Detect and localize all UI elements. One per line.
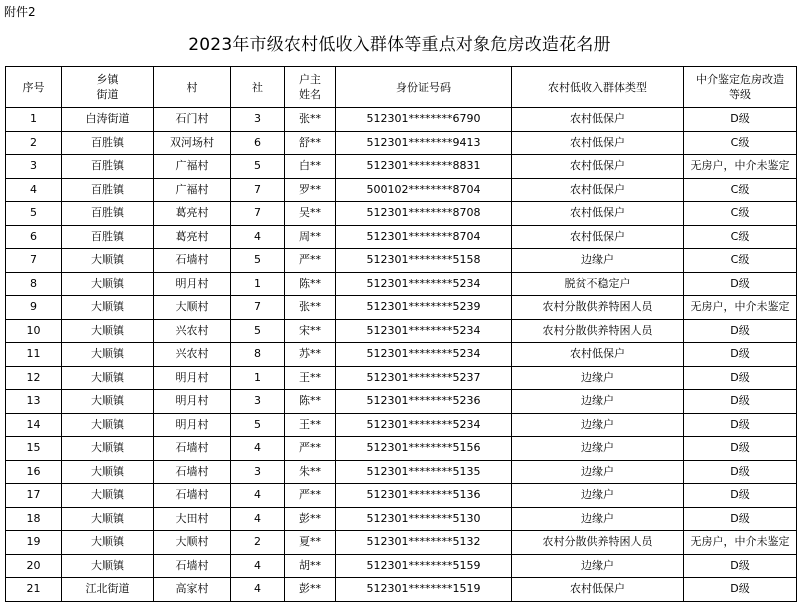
cell-she: 2	[231, 531, 285, 555]
table-row	[6, 437, 797, 461]
cell-she: 5	[231, 319, 285, 343]
cell-she: 4	[231, 554, 285, 578]
cell-type: 农村低保户	[512, 343, 684, 367]
cell-grade: D级	[684, 413, 797, 437]
table-row	[6, 484, 797, 508]
cell-town: 百胜镇	[62, 202, 154, 226]
cell-grade: C级	[684, 131, 797, 155]
cell-she: 3	[231, 460, 285, 484]
cell-village: 石墙村	[154, 437, 231, 461]
header-head	[285, 67, 336, 108]
cell-grade: D级	[684, 437, 797, 461]
table-row	[6, 108, 797, 132]
cell-she: 4	[231, 578, 285, 602]
cell-town: 江北街道	[62, 578, 154, 602]
header-town-line2: 街道	[96, 88, 119, 101]
cell-she: 1	[231, 366, 285, 390]
cell-id: 512301********8708	[336, 202, 512, 226]
cell-she: 4	[231, 225, 285, 249]
cell-seq: 6	[6, 225, 62, 249]
cell-seq: 7	[6, 249, 62, 273]
cell-she: 7	[231, 178, 285, 202]
cell-type: 边缘户	[512, 554, 684, 578]
cell-type: 农村分散供养特困人员	[512, 319, 684, 343]
cell-she: 3	[231, 390, 285, 414]
cell-id: 512301********5234	[336, 343, 512, 367]
cell-she: 4	[231, 437, 285, 461]
table-row	[6, 272, 797, 296]
cell-seq: 15	[6, 437, 62, 461]
roster-table	[5, 66, 797, 602]
header-town-line1: 乡镇	[96, 73, 119, 86]
header-head-line1: 户主	[299, 73, 321, 86]
cell-id: 512301********1519	[336, 578, 512, 602]
cell-grade: D级	[684, 272, 797, 296]
cell-id: 512301********8831	[336, 155, 512, 179]
header-town	[62, 67, 154, 108]
cell-village: 兴农村	[154, 319, 231, 343]
cell-village: 明月村	[154, 272, 231, 296]
cell-village: 葛亮村	[154, 225, 231, 249]
cell-village: 大顺村	[154, 531, 231, 555]
cell-grade: D级	[684, 578, 797, 602]
cell-she: 6	[231, 131, 285, 155]
cell-village: 兴农村	[154, 343, 231, 367]
table-row	[6, 296, 797, 320]
cell-seq: 21	[6, 578, 62, 602]
cell-seq: 2	[6, 131, 62, 155]
cell-grade: C级	[684, 178, 797, 202]
cell-village: 石门村	[154, 108, 231, 132]
cell-seq: 12	[6, 366, 62, 390]
cell-village: 大顺村	[154, 296, 231, 320]
cell-head: 朱**	[285, 460, 336, 484]
cell-head: 舒**	[285, 131, 336, 155]
table-row	[6, 343, 797, 367]
cell-seq: 5	[6, 202, 62, 226]
cell-seq: 13	[6, 390, 62, 414]
cell-grade: 无房户，中介未鉴定	[684, 296, 797, 320]
cell-she: 5	[231, 413, 285, 437]
document-title: 2023年市级农村低收入群体等重点对象危房改造花名册	[188, 35, 611, 55]
cell-head: 周**	[285, 225, 336, 249]
cell-she: 5	[231, 249, 285, 273]
cell-village: 明月村	[154, 413, 231, 437]
cell-town: 大顺镇	[62, 272, 154, 296]
table-row	[6, 178, 797, 202]
cell-type: 农村低保户	[512, 108, 684, 132]
table-row	[6, 202, 797, 226]
cell-village: 高家村	[154, 578, 231, 602]
cell-village: 广福村	[154, 178, 231, 202]
cell-village: 葛亮村	[154, 202, 231, 226]
table-row	[6, 507, 797, 531]
cell-grade: D级	[684, 390, 797, 414]
cell-type: 农村低保户	[512, 225, 684, 249]
cell-type: 边缘户	[512, 507, 684, 531]
cell-she: 8	[231, 343, 285, 367]
cell-id: 512301********9413	[336, 131, 512, 155]
cell-village: 明月村	[154, 366, 231, 390]
cell-head: 王**	[285, 366, 336, 390]
cell-head: 彭**	[285, 578, 336, 602]
cell-type: 边缘户	[512, 366, 684, 390]
cell-grade: D级	[684, 343, 797, 367]
table-row	[6, 155, 797, 179]
cell-village: 明月村	[154, 390, 231, 414]
cell-id: 512301********6790	[336, 108, 512, 132]
cell-town: 百胜镇	[62, 131, 154, 155]
cell-id: 512301********5132	[336, 531, 512, 555]
cell-grade: C级	[684, 249, 797, 273]
cell-she: 1	[231, 272, 285, 296]
cell-head: 苏**	[285, 343, 336, 367]
cell-id: 500102********8704	[336, 178, 512, 202]
cell-she: 4	[231, 507, 285, 531]
cell-town: 大顺镇	[62, 249, 154, 273]
header-grade	[684, 67, 797, 108]
header-she: 社	[231, 67, 285, 108]
cell-town: 大顺镇	[62, 390, 154, 414]
cell-head: 严**	[285, 437, 336, 461]
cell-she: 7	[231, 202, 285, 226]
cell-seq: 10	[6, 319, 62, 343]
cell-type: 脱贫不稳定户	[512, 272, 684, 296]
attachment-label: 附件2	[4, 5, 36, 19]
cell-id: 512301********8704	[336, 225, 512, 249]
cell-type: 农村分散供养特困人员	[512, 531, 684, 555]
table-row	[6, 554, 797, 578]
cell-town: 大顺镇	[62, 460, 154, 484]
cell-town: 大顺镇	[62, 437, 154, 461]
cell-grade: D级	[684, 554, 797, 578]
cell-village: 石墙村	[154, 249, 231, 273]
cell-type: 农村低保户	[512, 578, 684, 602]
table-row	[6, 131, 797, 155]
table-row	[6, 225, 797, 249]
cell-id: 512301********5156	[336, 437, 512, 461]
cell-town: 大顺镇	[62, 319, 154, 343]
cell-head: 夏**	[285, 531, 336, 555]
cell-seq: 20	[6, 554, 62, 578]
cell-town: 百胜镇	[62, 155, 154, 179]
cell-village: 石墙村	[154, 460, 231, 484]
table-row	[6, 460, 797, 484]
cell-grade: C级	[684, 202, 797, 226]
cell-seq: 4	[6, 178, 62, 202]
cell-seq: 8	[6, 272, 62, 296]
cell-town: 百胜镇	[62, 225, 154, 249]
cell-town: 大顺镇	[62, 366, 154, 390]
cell-type: 农村低保户	[512, 202, 684, 226]
cell-head: 吴**	[285, 202, 336, 226]
cell-type: 农村低保户	[512, 131, 684, 155]
cell-seq: 3	[6, 155, 62, 179]
cell-type: 边缘户	[512, 460, 684, 484]
cell-grade: D级	[684, 507, 797, 531]
cell-village: 双河场村	[154, 131, 231, 155]
cell-town: 大顺镇	[62, 343, 154, 367]
cell-grade: 无房户，中介未鉴定	[684, 531, 797, 555]
cell-head: 胡**	[285, 554, 336, 578]
cell-type: 边缘户	[512, 249, 684, 273]
cell-head: 张**	[285, 296, 336, 320]
cell-head: 罗**	[285, 178, 336, 202]
cell-id: 512301********5158	[336, 249, 512, 273]
cell-id: 512301********5234	[336, 272, 512, 296]
cell-she: 7	[231, 296, 285, 320]
cell-seq: 19	[6, 531, 62, 555]
table-row	[6, 413, 797, 437]
cell-grade: D级	[684, 108, 797, 132]
cell-id: 512301********5234	[336, 413, 512, 437]
cell-head: 陈**	[285, 272, 336, 296]
cell-type: 边缘户	[512, 484, 684, 508]
cell-seq: 1	[6, 108, 62, 132]
cell-she: 4	[231, 484, 285, 508]
cell-village: 广福村	[154, 155, 231, 179]
cell-id: 512301********5136	[336, 484, 512, 508]
cell-id: 512301********5237	[336, 366, 512, 390]
cell-town: 大顺镇	[62, 507, 154, 531]
cell-head: 严**	[285, 484, 336, 508]
cell-id: 512301********5236	[336, 390, 512, 414]
cell-head: 王**	[285, 413, 336, 437]
table-row	[6, 578, 797, 602]
cell-grade: D级	[684, 460, 797, 484]
table-row	[6, 319, 797, 343]
cell-head: 彭**	[285, 507, 336, 531]
cell-head: 陈**	[285, 390, 336, 414]
cell-she: 5	[231, 155, 285, 179]
cell-she: 3	[231, 108, 285, 132]
cell-village: 大田村	[154, 507, 231, 531]
cell-town: 大顺镇	[62, 413, 154, 437]
table-row	[6, 531, 797, 555]
cell-type: 边缘户	[512, 437, 684, 461]
header-grade-line1: 中介鉴定危房改造	[696, 73, 784, 86]
cell-type: 农村低保户	[512, 178, 684, 202]
cell-village: 石墙村	[154, 554, 231, 578]
table-row	[6, 390, 797, 414]
cell-town: 百胜镇	[62, 178, 154, 202]
cell-head: 宋**	[285, 319, 336, 343]
table-row	[6, 366, 797, 390]
cell-town: 大顺镇	[62, 296, 154, 320]
table-row	[6, 249, 797, 273]
cell-grade: D级	[684, 366, 797, 390]
cell-grade: D级	[684, 484, 797, 508]
header-village: 村	[154, 67, 231, 108]
cell-id: 512301********5135	[336, 460, 512, 484]
header-id: 身份证号码	[336, 67, 512, 108]
cell-town: 大顺镇	[62, 531, 154, 555]
table-header-row	[6, 67, 797, 108]
cell-town: 白涛街道	[62, 108, 154, 132]
header-seq: 序号	[6, 67, 62, 108]
cell-head: 严**	[285, 249, 336, 273]
cell-type: 农村分散供养特困人员	[512, 296, 684, 320]
cell-id: 512301********5239	[336, 296, 512, 320]
cell-grade: 无房户，中介未鉴定	[684, 155, 797, 179]
cell-town: 大顺镇	[62, 484, 154, 508]
cell-seq: 17	[6, 484, 62, 508]
cell-head: 张**	[285, 108, 336, 132]
cell-seq: 18	[6, 507, 62, 531]
cell-type: 边缘户	[512, 390, 684, 414]
cell-id: 512301********5159	[336, 554, 512, 578]
cell-seq: 14	[6, 413, 62, 437]
cell-type: 边缘户	[512, 413, 684, 437]
cell-grade: D级	[684, 319, 797, 343]
cell-seq: 9	[6, 296, 62, 320]
cell-id: 512301********5234	[336, 319, 512, 343]
header-type: 农村低收入群体类型	[512, 67, 684, 108]
header-grade-line2: 等级	[729, 88, 751, 101]
cell-seq: 11	[6, 343, 62, 367]
cell-id: 512301********5130	[336, 507, 512, 531]
cell-type: 农村低保户	[512, 155, 684, 179]
cell-town: 大顺镇	[62, 554, 154, 578]
header-head-line2: 姓名	[299, 88, 321, 101]
cell-grade: C级	[684, 225, 797, 249]
cell-village: 石墙村	[154, 484, 231, 508]
cell-seq: 16	[6, 460, 62, 484]
cell-head: 白**	[285, 155, 336, 179]
